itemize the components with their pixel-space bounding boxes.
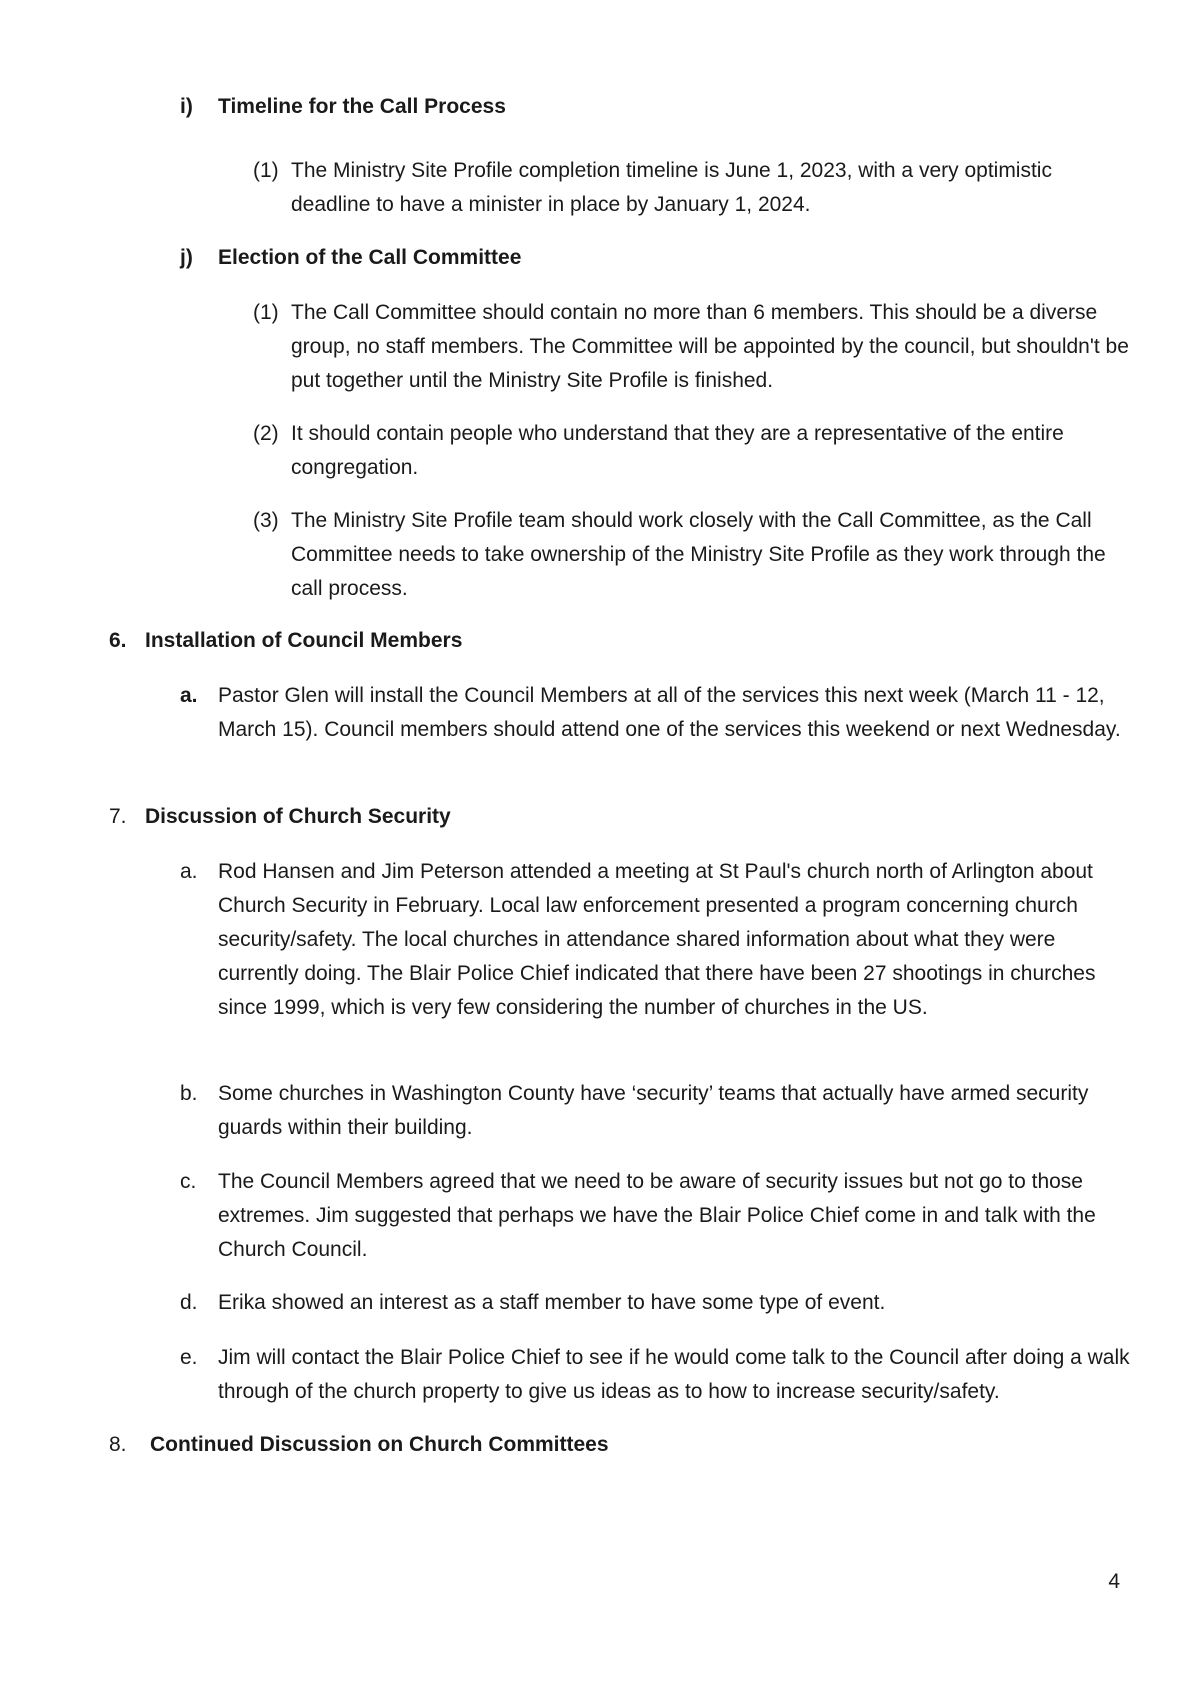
subsection-j — [180, 241, 1140, 275]
paragraph-text: It should contain people who understand that they are a representative of the entire congregation. — [291, 422, 1064, 479]
item-label: i) — [180, 95, 193, 118]
section-number: 8. — [109, 1433, 127, 1456]
item-label: a. — [180, 860, 198, 883]
paragraph-text: Pastor Glen will install the Council Members at all of the services this next week (March 11 - 12, March 15). Council members should attend one of the services this weekend or next Wednesday. — [218, 684, 1121, 741]
subsection-heading: Timeline for the Call Process — [218, 95, 506, 118]
item-7-c — [180, 1165, 1130, 1267]
paragraph-text: Rod Hansen and Jim Peterson attended a meeting at St Paul's church north of Arlington about Church Security in February. Local law enforcement presented a program concerning church security/safety. The local churches in attendance shared information about what they were currently doing. The Blair Police Chief indicated that there have been 27 shootings in churches since 1999, which is very few considering the number of churches in the US. — [218, 860, 1096, 1019]
section-number: 6. — [109, 629, 127, 652]
subsection-heading: Election of the Call Committee — [218, 246, 522, 269]
item-label: e. — [180, 1346, 198, 1369]
page-number: 4 — [1108, 1570, 1120, 1593]
section-heading: Continued Discussion on Church Committees — [150, 1433, 609, 1456]
item-label: d. — [180, 1291, 198, 1314]
item-label: b. — [180, 1082, 198, 1105]
paragraph-text: The Call Committee should contain no more than 6 members. This should be a diverse group, no staff members. The Committee will be appointed by the council, but shouldn't be put together until the Ministry Site Profile is finished. — [291, 301, 1129, 392]
item-label: (1) — [253, 301, 279, 324]
item-7-a — [180, 855, 1130, 1025]
item-label: (1) — [253, 159, 279, 182]
section-heading: Discussion of Church Security — [145, 805, 451, 828]
item-7-d — [180, 1286, 1130, 1320]
paragraph-text: The Council Members agreed that we need to be aware of security issues but not go to those extremes. Jim suggested that perhaps we have the Blair Police Chief come in and talk with the Church Council. — [218, 1170, 1096, 1261]
paragraph-i-1 — [253, 154, 1133, 222]
section-number: 7. — [109, 805, 127, 828]
item-label: c. — [180, 1170, 197, 1193]
paragraph-text: Erika showed an interest as a staff member to have some type of event. — [218, 1291, 886, 1314]
subsection-i — [180, 90, 1140, 124]
section-heading: Installation of Council Members — [145, 629, 463, 652]
section-6 — [109, 624, 1109, 658]
paragraph-text: The Ministry Site Profile completion timeline is June 1, 2023, with a very optimistic deadline to have a minister in place by January 1, 2024. — [291, 159, 1052, 216]
item-7-e — [180, 1341, 1130, 1409]
item-label: (3) — [253, 509, 279, 532]
paragraph-text: Jim will contact the Blair Police Chief to see if he would come talk to the Council after doing a walk through of the church property to give us ideas as to how to increase security/safety. — [218, 1346, 1130, 1403]
section-7 — [109, 800, 1109, 834]
item-7-b — [180, 1077, 1130, 1145]
item-label: (2) — [253, 422, 279, 445]
paragraph-text: Some churches in Washington County have ‘security’ teams that actually have armed security guards within their building. — [218, 1082, 1089, 1139]
paragraph-j-3 — [253, 504, 1133, 606]
paragraph-j-2 — [253, 417, 1133, 485]
item-label: a. — [180, 684, 198, 707]
item-6-a — [180, 679, 1130, 747]
paragraph-text: The Ministry Site Profile team should work closely with the Call Committee, as the Call Committee needs to take ownership of the Ministry Site Profile as they work through the call process. — [291, 509, 1106, 600]
paragraph-j-1 — [253, 296, 1133, 398]
section-8 — [109, 1428, 1109, 1462]
item-label: j) — [180, 246, 193, 269]
